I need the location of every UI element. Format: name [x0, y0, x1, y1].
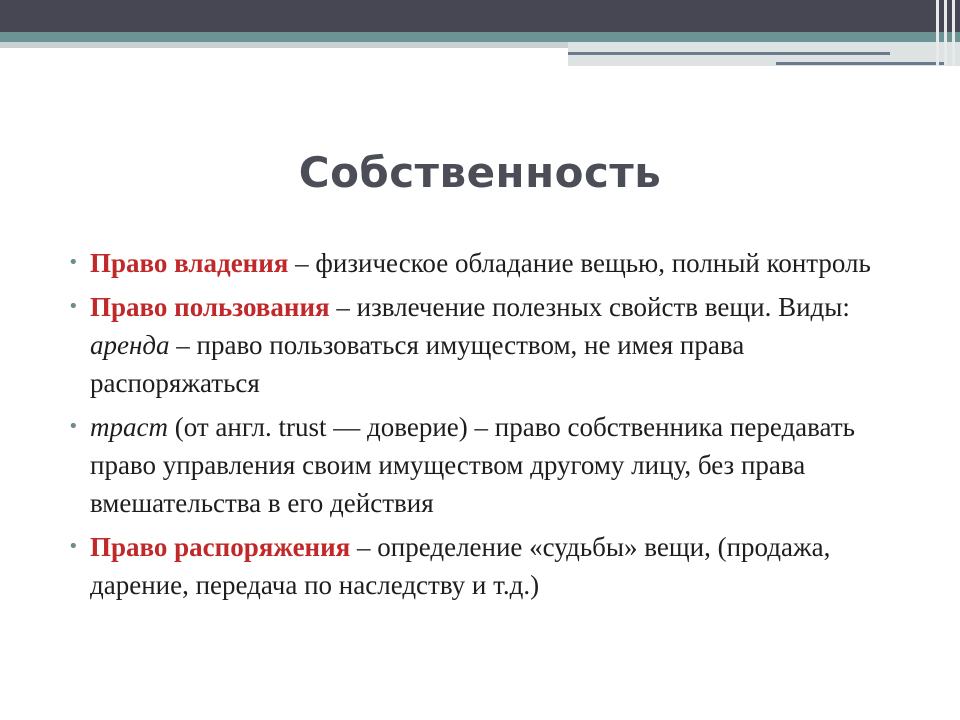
term-disposal: Право распоряжения — [90, 532, 351, 562]
header-bar-teal — [0, 32, 960, 42]
bullet-icon: • — [68, 296, 79, 317]
bullet-icon: • — [68, 536, 79, 557]
header-line — [568, 52, 890, 55]
bullet-item-disposal — [68, 528, 908, 604]
header-bar-dark — [0, 0, 960, 32]
slide-title: Собственность — [298, 148, 662, 197]
definition-disposal: – определение «судьбы» вещи, (продажа, дарение, передача по наследству и т.д.) — [90, 532, 831, 600]
term-lease: аренда — [90, 330, 170, 360]
definition-use-part2: – право пользоваться имуществом, не имея права распоряжаться — [90, 330, 745, 398]
term-possession: Право владения — [90, 248, 289, 278]
definition-possession: – физическое обладание вещью, полный контроль — [288, 248, 871, 278]
header-stripes — [930, 0, 960, 66]
term-use: Право пользования — [90, 292, 330, 322]
header-bar-light — [0, 42, 570, 48]
header-line-short — [776, 62, 944, 65]
bullet-icon: • — [68, 252, 79, 273]
bullet-item-possession — [68, 244, 908, 282]
bullet-icon: • — [68, 416, 79, 437]
bullet-item-trust — [68, 408, 908, 522]
bullet-item-use — [68, 288, 908, 402]
bullet-list — [68, 244, 908, 610]
definition-use-part1: – извлечение полезных свойств вещи. Виды: — [329, 292, 850, 322]
definition-trust: (от англ. trust — доверие) – право собственника передавать право управления своим имуществом другому лицу, без права вмешательства в его действия — [90, 412, 855, 518]
term-trust: траст — [90, 412, 168, 442]
